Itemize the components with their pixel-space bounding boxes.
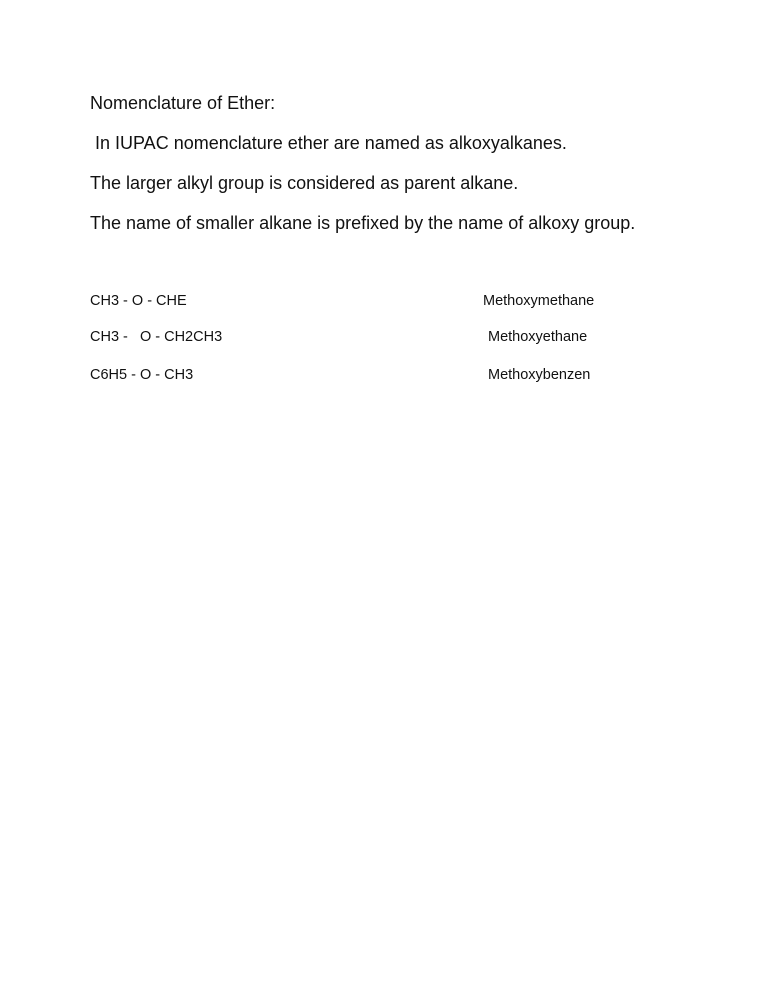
- example-name: Methoxybenzen: [488, 367, 591, 383]
- paragraph-1: In IUPAC nomenclature ether are named as alkoxyalkanes.: [90, 133, 567, 153]
- paragraph-3: The name of smaller alkane is prefixed by the name of alkoxy group.: [90, 213, 636, 233]
- example-name: Methoxymethane: [483, 293, 595, 309]
- example-name: Methoxyethane: [488, 329, 588, 345]
- paragraph-2: The larger alkyl group is considered as parent alkane.: [90, 173, 519, 193]
- document-title: Nomenclature of Ether:: [90, 93, 276, 113]
- example-formula: C6H5 - O - CH3: [90, 367, 194, 383]
- example-formula: CH3 - O - CH2CH3: [90, 329, 223, 345]
- example-formula: CH3 - O - CHE: [90, 293, 187, 309]
